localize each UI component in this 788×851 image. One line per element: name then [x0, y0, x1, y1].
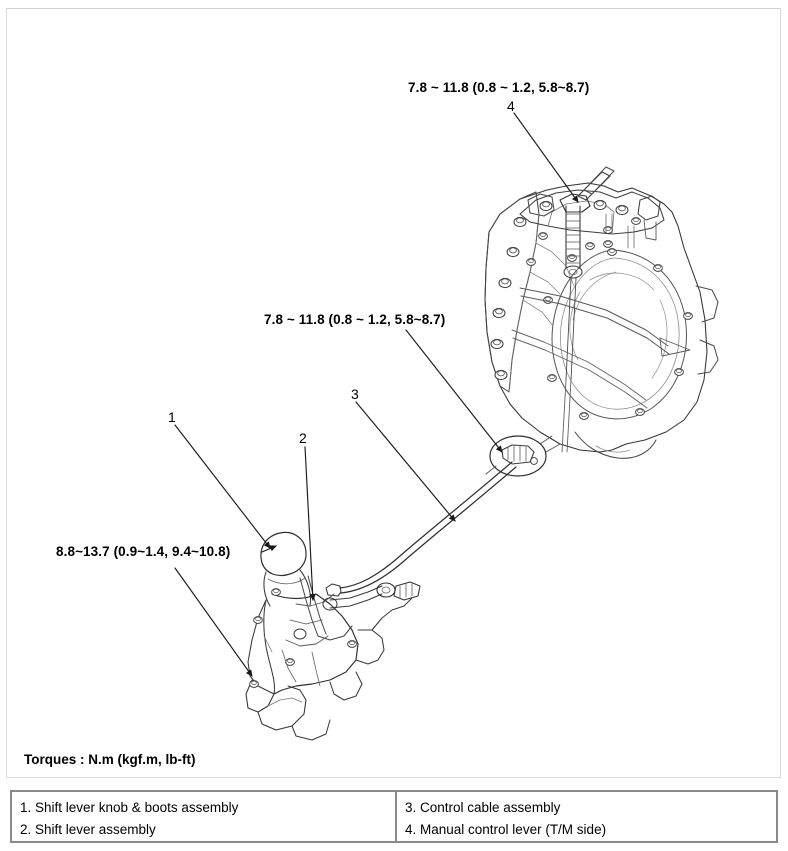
callout-number-3: 3 — [351, 386, 359, 402]
legend-item-4: 4. Manual control lever (T/M side) — [405, 821, 607, 837]
torque-units-note: Torques : N.m (kgf.m, lb-ft) — [24, 752, 196, 767]
legend-column-left — [12, 792, 397, 841]
legend-item-1: 1. Shift lever knob & boots assembly — [20, 799, 239, 815]
leader-lines — [175, 113, 578, 676]
callout-number-2: 2 — [299, 430, 307, 446]
transmission-housing — [485, 167, 718, 458]
callout-number-1: 1 — [168, 409, 176, 425]
legend-column-right — [397, 792, 776, 841]
control-cable — [326, 462, 516, 596]
parts-legend-table — [10, 790, 778, 843]
shift-lever-assembly — [246, 532, 420, 740]
torque-label-shift-lever: 8.8~13.7 (0.9~1.4, 9.4~10.8) — [56, 544, 231, 559]
legend-item-3: 3. Control cable assembly — [405, 799, 561, 815]
torque-label-cable-bracket: 7.8 ~ 11.8 (0.8 ~ 1.2, 5.8~8.7) — [264, 312, 446, 327]
legend-item-2: 2. Shift lever assembly — [20, 821, 156, 837]
cable-end-bracket — [486, 436, 560, 476]
callout-number-4: 4 — [507, 98, 515, 114]
torque-label-manual-control-lever: 7.8 ~ 11.8 (0.8 ~ 1.2, 5.8~8.7) — [408, 80, 590, 95]
